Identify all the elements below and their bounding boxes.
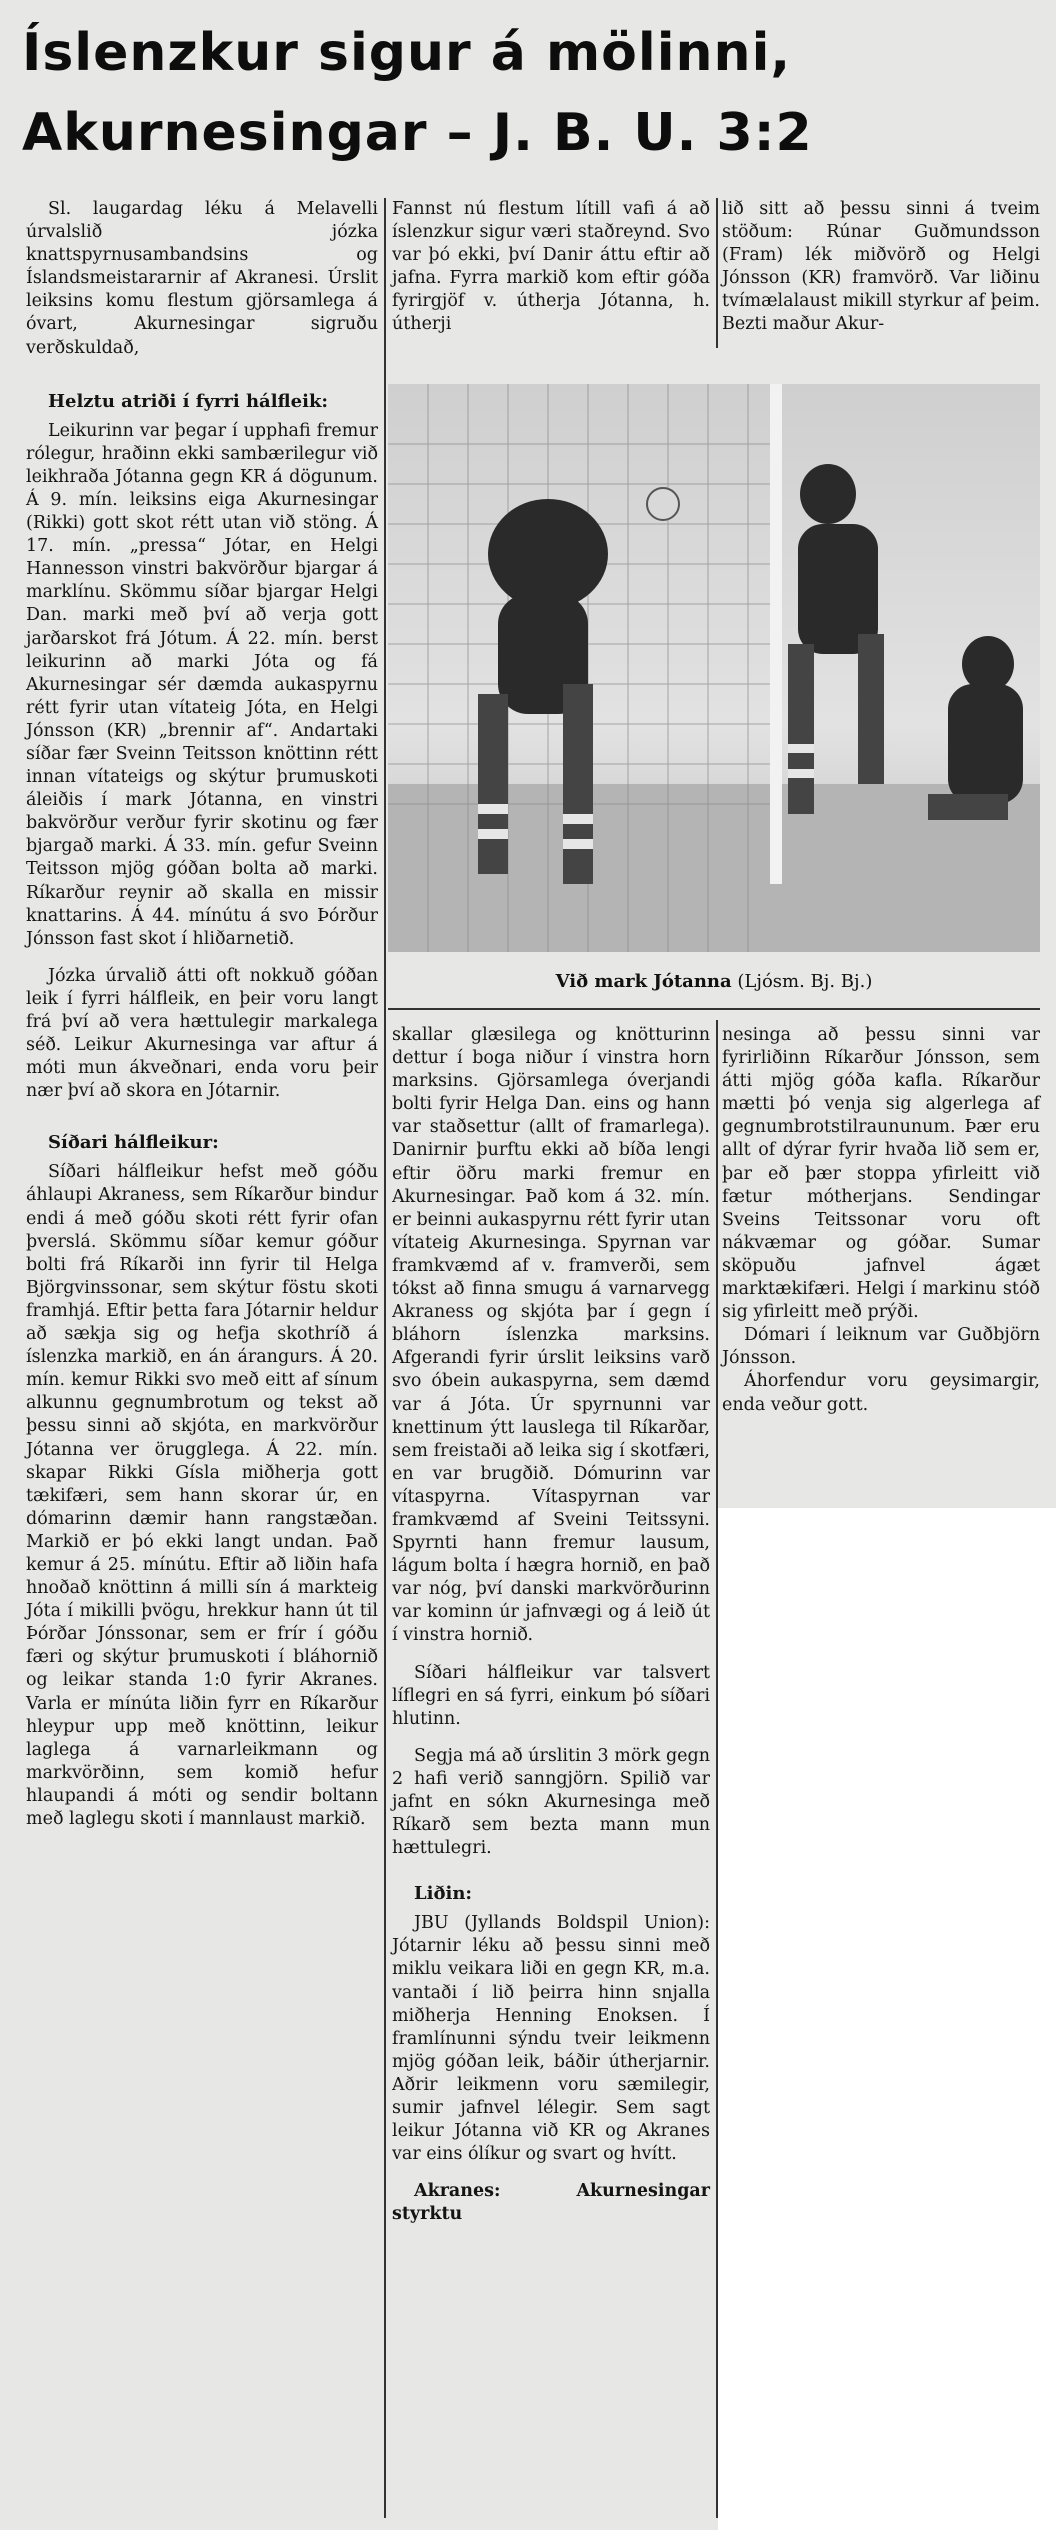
caption-underline xyxy=(388,1008,1040,1010)
paragraph: Fannst nú flestum lítill vafi á að íslenzkur sigur væri staðreynd. Svo var þó ekki, því Danir áttu eftir að jafna. Fyrra markið kom eftir góða fyrirgjöf v. útherja Jótanna, h. útherji xyxy=(392,199,710,335)
paragraph: Dómari í leiknum var Guðbjörn Jónsson. xyxy=(722,1325,1040,1369)
column-2-bottom xyxy=(392,1024,710,2227)
paragraph: Síðari hálfleikur hefst með góðu áhlaupi Akraness, sem Ríkarður bindur endi á með góðu skoti rétt fyrir ofan þverslá. Skömmu síðar kemur góður bolti frá Ríkarði inn fyrir til Helga Björgvinssonar, sem skýtur föstu skoti framhjá. Eftir þetta fara Jótarnir heldur að sækja sig og hefja skothríð á íslenzka markið, en án árangurs. Á 20. mín. kemur Rikki svo með eitt af sínum alkunnu gegnumbrotum og tekst að þessu sinni að skjóta, en markvörður Jótanna ver örugglega. Á 22. mín. skapar Rikki Gísla miðherja gott tækifæri, sem hann skorar úr, en dómarinn dæmir hann rangstæðan. Markið er þó ekki langt undan. Það kemur á 25. mínútu. Eftir að liðin hafa hnoðað knöttinn á milli sín á markteig Jóta í mikilli þvögu, hrekkur hann út til Þórðar Jónssonar, sem er frír í góðu færi og skýtur þrumuskoti í bláhornið og leikar standa 1:0 fyrir Akranes. Varla er mínúta liðin fyrr en Ríkarður hleypur upp með knöttinn, leikur laglega á varnarleikmann og markvörðinn, sem komið hefur hlaupandi á móti og sendir boltann með laglegu skoti í mannlaust markið. xyxy=(26,1162,378,1829)
section-heading-teams: Liðin: xyxy=(414,1883,473,1905)
caption-credit: (Ljósm. Bj. Bj.) xyxy=(737,971,873,992)
first-half-body xyxy=(26,420,378,1104)
match-photo xyxy=(388,384,1040,952)
headline-line-2: Akurnesingar – J. B. U. 3:2 xyxy=(22,103,813,163)
paragraph: Akranes: Akurnesingar styrktu xyxy=(392,2181,710,2225)
section-heading-first-half: Helztu atriði í fyrri hálfleik: xyxy=(48,390,329,412)
photo-caption xyxy=(388,970,1040,994)
paragraph: Leikurinn var þegar í upphafi fremur rólegur, hraðinn ekki sambærilegur við leikhraða Jótanna gegn KR á dögunum. Á 9. mín. leiksins eiga Akurnesingar (Rikki) gott skot rétt utan við stöng. Á 17. mín. „pressa“ Jótar, en Helgi Hannesson vinstri bakvörður bjargar á marklínu. Skömmu síðar bjargar Helgi Dan. marki með því að verja gott jarðarskot frá Jótum. Á 22. mín. berst leikurinn að marki Jóta og fá Akurnesingar sér dæmda aukaspyrnu rétt fyrir utan vítateig Jóta, en Helgi Jónsson (KR) „brennir af“. Andartaki síðar fær Sveinn Teitsson knöttinn rétt innan vítateigs og skýtur þrumuskoti áleiðis í mark Jótanna, en vinstri bakvörður verður fyrir skotinu og fær bjargað marki. Á 33. mín. gefur Sveinn Teitsson mjög góðan bolta að marki. Ríkarður reynir að skalla en missir knattarins. Á 44. mínútu á svo Þórður Jónsson fast skot í hliðarnetið. xyxy=(26,420,378,949)
paragraph: nesinga að þessu sinni var fyrirliðinn Ríkarður Jónsson, sem átti mjög góða kafla. Ríkarður mætti þó venja sig algerlega af gegnumbrotstilraununum. Þær eru allt of dýrar fyrir hvaða lið sem er, þar eð þær stoppa yfirleitt við fætur mótherjans. Sendingar Sveins Teitssonar voru oft nákvæmar og góðar. Sumar sköpuðu jafnvel ágæt marktækifæri. Helgi í markinu stóð sig yfirleitt með prýði. xyxy=(722,1025,1040,1323)
goalmouth-photo-illustration xyxy=(388,384,1040,952)
caption-title: Við mark Jótanna xyxy=(555,971,732,992)
paragraph: Segja má að úrslitin 3 mörk gegn 2 hafi verið sanngjörn. Spilið var jafnt en sókn Akurnesinga með Ríkarð sem bezta mann mun hættulegri. xyxy=(392,1745,710,1859)
column-2-top xyxy=(392,198,710,337)
paragraph: JBU (Jyllands Boldspil Union): Jótarnir léku að þessu sinni með miklu veikara liði en gegn KR, m.a. vantaði í lið þeirra hinn snjalla miðherja Henning Enoksen. Í framlínunni sýndu tveir leikmenn mjög góðan leik, báðir útherjarnir. Aðrir leikmenn voru sæmilegir, sumir jafnvel lélegir. Sem sagt leikur Jótanna við KR og Akranes var eins ólíkur og svart og hvítt. xyxy=(392,1913,710,2165)
column-3-bottom xyxy=(722,1024,1040,1417)
column-rule-2 xyxy=(716,198,718,348)
column-1 xyxy=(26,198,378,1831)
column-rule-3 xyxy=(716,1020,718,2518)
paragraph: lið sitt að þessu sinni á tveim stöðum: Rúnar Guðmundsson (Fram) lék miðvörð og Helgi Jónsson (KR) framvörð. Var liðinu tvímælalaust mikill styrkur af þeim. Bezti maður Akur- xyxy=(722,199,1040,335)
column-rule-1 xyxy=(384,198,386,2518)
paper-background-right-blank xyxy=(718,1508,1056,2530)
paragraph: skallar glæsilega og knötturinn dettur í boga niður í vinstra horn marksins. Gjörsamlega óverjandi bolti fyrir Helga Dan. eins og hann var staðsettur (allt of framarlega). Danirnir þurftu ekki að bíða lengi eftir öðru marki fremur en Akurnesingar. Það kom á 32. mín. er beinni aukaspyrnu rétt fyrir utan vítateig Akurnesinga. Spyrnan var framkvæmd af v. framverði, sem tókst að finna smugu á varnarvegg Akraness og skjóta þar í gegn í bláhorn íslenzka marksins. Afgerandi fyrir úrslit leiksins varð svo óbein aukaspyrna, sem dæmd var á Jóta. Úr spyrnunni var knettinum ýtt lauslega til Ríkarðar, sem freistaði að leika sig í skotfæri, en var brugðið. Dómurinn var vítaspyrna. Vítaspyrnan var framkvæmd af Sveini Teitssyni. Spyrnti hann fremur lausum, lágum bolta í hægra hornið, en það var nóg, því danski markvörðurinn var kominn úr jafnvægi og á leið út í vinstra hornið. xyxy=(392,1025,710,1646)
paragraph: Áhorfendur voru geysimargir, enda veður gott. xyxy=(722,1371,1040,1415)
headline-line-1: Íslenzkur sigur á mölinni, xyxy=(22,23,792,83)
paragraph: Síðari hálfleikur var talsvert líflegri en sá fyrri, einkum þó síðari hlutinn. xyxy=(392,1662,710,1729)
paragraph: Sl. laugardag léku á Melavelli úrvalslið józka knattspyrnusambandsins og Íslandsmeistararnir af Akranesi. Úrslit leiksins komu flestum gjörsamlega á óvart, Akurnesingar sigruðu verðskuldað, xyxy=(26,199,378,358)
intro-paragraph xyxy=(26,198,378,360)
second-half-body xyxy=(26,1161,378,1831)
section-heading-second-half: Síðari hálfleikur: xyxy=(48,1132,219,1154)
paragraph: Józka úrvalið átti oft nokkuð góðan leik í fyrri hálfleik, en þeir voru langt frá því að vera hættulegir markalega séð. Leikur Akurnesinga var aftur á móti mun ákveðnari, enda voru þeir nær því að skora en Jótarnir. xyxy=(26,965,378,1102)
column-3-top xyxy=(722,198,1040,337)
